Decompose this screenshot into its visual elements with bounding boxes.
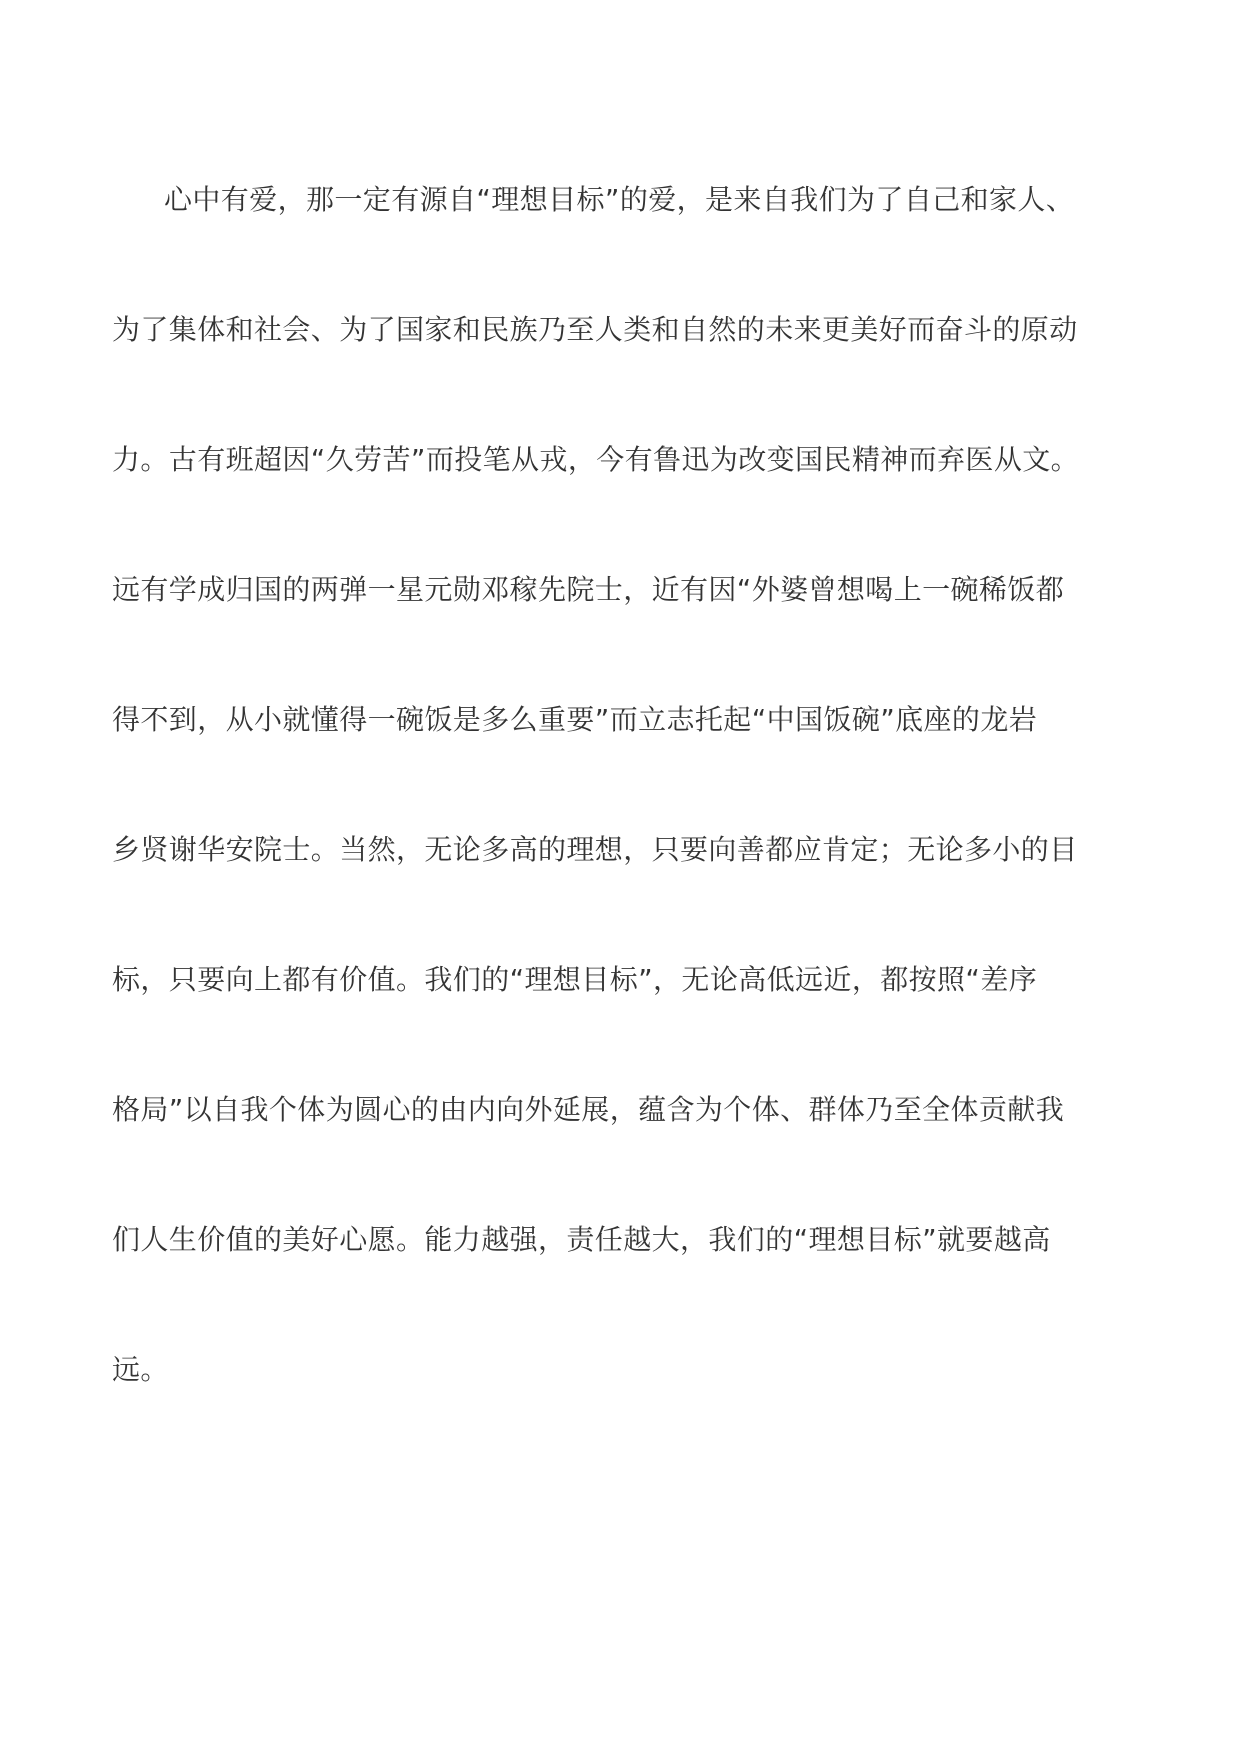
paragraph-line: 标，只要向上都有价值。我们的“理想目标”，无论高低远近，都按照“差序 (112, 963, 1038, 996)
paragraph-line: 为了集体和社会、为了国家和民族乃至人类和自然的未来更美好而奋斗的原动 (112, 313, 1078, 346)
paragraph-line: 们人生价值的美好心愿。能力越强，责任越大，我们的“理想目标”就要越高 (112, 1223, 1051, 1256)
paragraph-line: 远。 (112, 1353, 169, 1386)
paragraph-line: 乡贤谢华安院士。当然，无论多高的理想，只要向善都应肯定；无论多小的目 (112, 833, 1078, 866)
paragraph-line: 格局”以自我个体为圆心的由内向外延展，蕴含为个体、群体乃至全体贡献我 (112, 1093, 1065, 1126)
paragraph-line: 远有学成归国的两弹一星元勋邓稼先院士，近有因“外婆曾想喝上一碗稀饭都 (112, 573, 1065, 606)
paragraph-line: 心中有爱，那一定有源自“理想目标”的爱，是来自我们为了自己和家人、 (164, 183, 1075, 216)
paragraph-line: 得不到，从小就懂得一碗饭是多么重要”而立志托起“中国饭碗”底座的龙岩 (112, 703, 1038, 736)
paragraph-line: 力。古有班超因“久劳苦”而投笔从戎，今有鲁迅为改变国民精神而弃医从文。 (112, 443, 1080, 476)
